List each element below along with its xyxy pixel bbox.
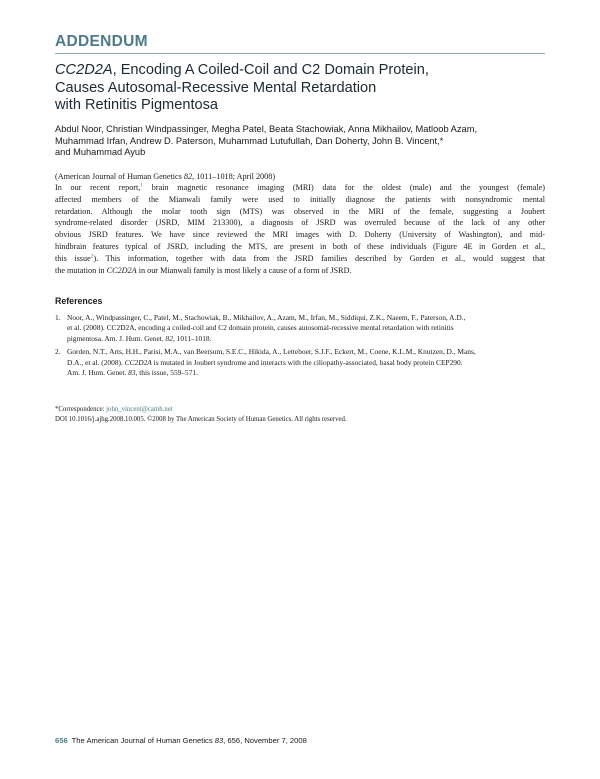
reference-item: 2. Gorden, N.T., Arts, H.H., Parisi, M.A., van Beersum, S.E.C., Hikida, A., Letteboer, S.J.F., Eckert, M., Coene, K.L.M., Knutzen, D., Mans, D.A., et al. (2008). CC2D2A is mutated in Joubert syndrome and interacts with the ciliopathy-associated, basal body protein CEP290. Am. J. Hum. Genet. 83, this issue, 559–571. xyxy=(55,347,476,378)
header-rule xyxy=(55,53,545,54)
body-line: affected members of the Mianwali family were used to initially diagnose the patients with nonsyndromic mental xyxy=(55,194,545,204)
section-label: ADDENDUM xyxy=(55,33,148,50)
body-line: this issue$^2$). This information, together with data from the JSRD families described by Gorden et al., would suggest that xyxy=(55,253,545,263)
title-gene: CC2D2A xyxy=(55,62,113,78)
author-list xyxy=(55,124,545,159)
correspondence-email-link[interactable]: john_vincent@camh.net xyxy=(106,406,173,413)
title-line-3: with Retinitis Pigmentosa xyxy=(55,97,219,113)
author-line-1: Abdul Noor, Christian Windpassinger, Megha Patel, Beata Stachowiak, Anna Mikhailov, Matloob Azam, xyxy=(55,124,478,134)
author-line-2: Muhammad Irfan, Andrew D. Paterson, Muhammad Lutufullah, Dan Doherty, John B. Vincent,* xyxy=(55,135,444,146)
body-text xyxy=(55,182,545,276)
body-line: hindbrain features typical of JSRD, including the MTS, are present in both of these individuals (Figure 4E in Gorden et al., xyxy=(55,241,545,251)
body-line: retardation. Although the molar tooth sign (MTS) was observed in the MRI of the female, suggesting a Joubert xyxy=(55,206,545,216)
title-line-2: Causes Autosomal-Recessive Mental Retardation xyxy=(55,79,377,96)
title-line-1: CC2D2A, Encoding A Coiled-Coil and C2 Domain Protein, xyxy=(55,62,429,78)
page-footer: 656 The American Journal of Human Genetics 83, 656, November 7, 2008 xyxy=(55,736,307,745)
page-number: 656 xyxy=(55,736,68,745)
original-citation: (American Journal of Human Genetics 82, 1011–1018; April 2008) xyxy=(55,172,276,181)
reference-item: 1. Noor, A., Windpassinger, C., Patel, M., Stachowiak, B., Mikhailov, A., Azam, M., Irfan, M., Siddiqui, Z.K., Naeem, F., Paterson, A.D., et al. (2008). CC2D2A, encoding a coiled-coil and C2 domain protein, causes autosomal-recessive mental retardation with retinitis pigmentosa. Am. J. Hum. Genet. 82, 1011–1018. xyxy=(55,313,466,343)
ref-link-1[interactable]: 1 xyxy=(140,182,144,189)
ref-link-2[interactable]: 2 xyxy=(90,253,94,260)
body-line: obvious JSRD features. We have since reviewed the MRI images with D. Doherty (University of Washington), and mid- xyxy=(55,230,545,240)
article-title xyxy=(55,62,545,115)
author-line-3: and Muhammad Ayub xyxy=(55,147,146,158)
references-heading: References xyxy=(55,296,103,306)
body-line: the mutation in CC2D2A in our Mianwali family is most likely a cause of a form of JSRD. xyxy=(55,265,352,275)
footnotes xyxy=(55,405,545,424)
correspondence-line: *Correspondence: john_vincent@camh.net xyxy=(55,406,173,413)
reference-list xyxy=(55,313,545,381)
doi-line: DOI 10.1016/j.ajhg.2008.10.005. ©2008 by The American Society of Human Genetics. All rights reserved. xyxy=(55,415,347,423)
body-line: In our recent report,$^1$ brain magnetic resonance imaging (MRI) data for the oldest (male) and the youngest (female) xyxy=(55,182,545,192)
body-line: syndrome-related disorder (JSRD, MIM 213300), a diagnosis of JSRD was overruled because of the lack of any other xyxy=(55,218,545,228)
